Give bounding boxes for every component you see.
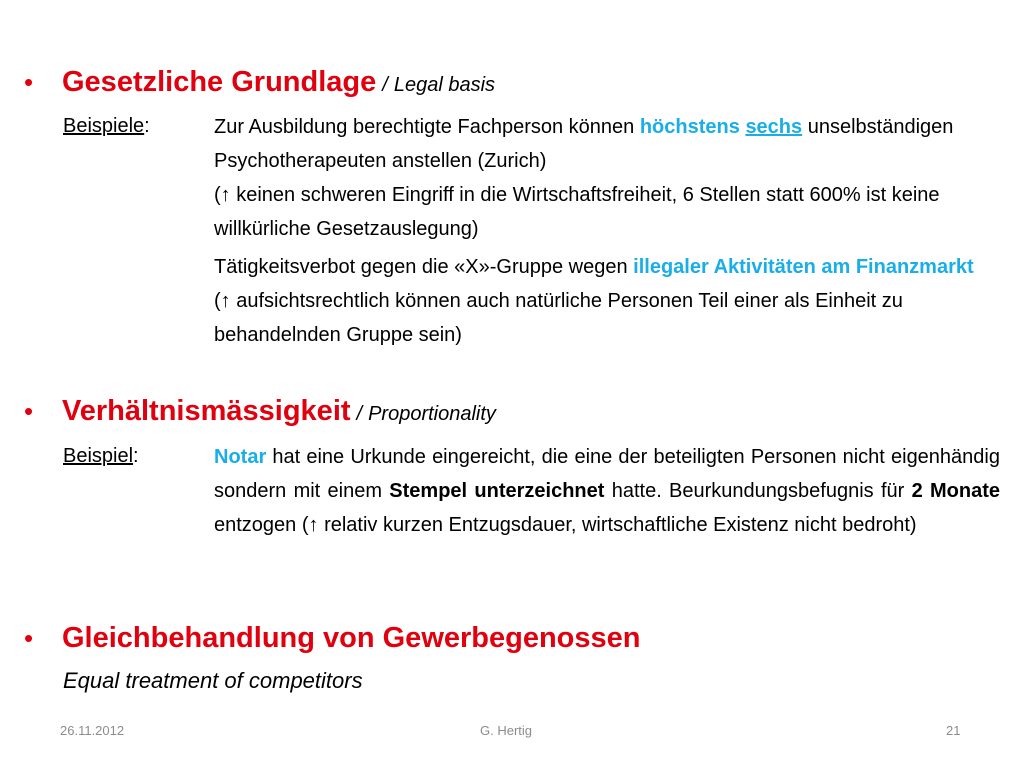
example-1-highlight-sechs: sechs xyxy=(745,116,803,138)
section-1-heading: Gesetzliche Grundlage xyxy=(62,66,377,98)
section-2-example xyxy=(214,440,1000,542)
section-2-text-2: hatte. Beurkundungsbefugnis für xyxy=(604,480,912,502)
bullet-icon: • xyxy=(24,623,34,653)
example-1-text-before: Zur Ausbildung berechtigte Fachperson können xyxy=(214,116,640,138)
footer-page-number: 21 xyxy=(946,723,961,738)
example-1-highlight-hoechstens: höchstens xyxy=(639,116,740,138)
example-2-note: (↑ aufsichtsrechtlich können auch natürliche Personen Teil einer als Einheit zu behandelnden Gruppe sein) xyxy=(214,290,903,346)
section-1-separator: / xyxy=(382,74,388,96)
section-1-label xyxy=(63,115,150,138)
section-2-separator: / xyxy=(356,403,363,425)
example-1-note: (↑ keinen schweren Eingriff in die Wirtschaftsfreiheit, 6 Stellen statt 600% ist keine willkürliche Gesetzauslegung) xyxy=(214,184,940,240)
section-2-heading: Verhältnismässigkeit xyxy=(62,395,351,427)
label-colon: : xyxy=(133,445,139,467)
section-1-example-2 xyxy=(214,250,1000,352)
section-1-heading-row xyxy=(24,66,495,99)
section-1-example-1 xyxy=(214,110,1000,246)
section-2-heading-row xyxy=(24,395,496,428)
section-1-label-text: Beispiele xyxy=(63,115,145,137)
footer-author: G. Hertig xyxy=(480,723,533,738)
section-2-label xyxy=(63,445,139,468)
section-2-text-3: entzogen (↑ relativ kurzen Entzugsdauer, wirtschaftliche Existenz nicht bedroht) xyxy=(214,514,917,536)
notar-highlight: Notar xyxy=(214,446,267,468)
bullet-icon: • xyxy=(24,396,34,426)
section-3-heading-en: Equal treatment of competitors xyxy=(63,668,363,693)
example-1-text-after: unselbständigen Psychotherapeuten anstellen (Zurich) xyxy=(214,116,954,172)
footer-date: 26.11.2012 xyxy=(60,723,125,738)
section-2-heading-en: Proportionality xyxy=(368,403,496,425)
example-2-text-before: Tätigkeitsverbot gegen die «X»-Gruppe wegen xyxy=(214,256,634,278)
stempel-bold: Stempel unterzeichnet xyxy=(389,480,605,502)
section-3-heading: Gleichbehandlung von Gewerbegenossen xyxy=(62,622,641,654)
section-3-heading-row xyxy=(24,622,641,655)
section-1-heading-en: Legal basis xyxy=(393,74,496,96)
monate-bold: 2 Monate xyxy=(911,480,1000,502)
section-2-label-text: Beispiel xyxy=(63,445,134,467)
section-2-text-1: hat eine Urkunde eingereicht, die eine der beteiligten Personen nicht eigenhändig sondern mit einem xyxy=(214,446,1000,502)
example-2-highlight: illegaler Aktivitäten am Finanzmarkt xyxy=(633,256,974,278)
label-colon: : xyxy=(144,115,150,137)
bullet-icon: • xyxy=(24,67,34,97)
